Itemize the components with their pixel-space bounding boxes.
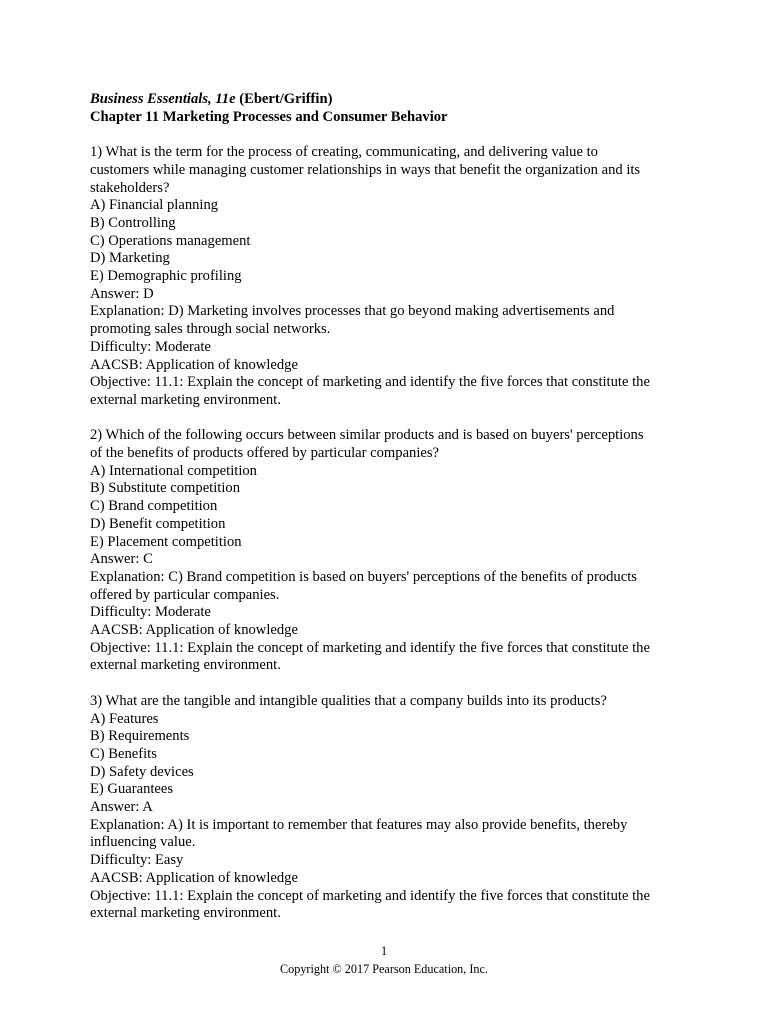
explanation-text: Explanation: A) It is important to remember that features may also provide benefits, thereby: [90, 816, 628, 833]
answer-option: C) Operations management: [90, 232, 251, 249]
objective-text: external marketing environment.: [90, 657, 281, 674]
objective-text: Objective: 11.1: Explain the concept of marketing and identify the five forces that constitute the: [90, 887, 650, 904]
answer-option: D) Benefit competition: [90, 515, 226, 532]
question-list: [90, 144, 690, 923]
explanation-text: offered by particular companies.: [90, 586, 280, 603]
answer-option: A) Features: [90, 710, 159, 727]
book-title: Business Essentials, 11e: [90, 91, 236, 107]
answer-option: A) Financial planning: [90, 197, 219, 214]
question-text: 2) Which of the following occurs between similar products and is based on buyers' perceptions: [90, 427, 644, 444]
answer-option: E) Guarantees: [90, 781, 174, 798]
explanation-text: Explanation: C) Brand competition is based on buyers' perceptions of the benefits of products: [90, 568, 637, 585]
question-block: [90, 144, 690, 410]
answer-key: Answer: C: [90, 551, 153, 568]
question-text: 3) What are the tangible and intangible qualities that a company builds into its products?: [90, 692, 607, 709]
answer-option: E) Demographic profiling: [90, 268, 242, 285]
answer-option: B) Controlling: [90, 214, 176, 231]
explanation-text: promoting sales through social networks.: [90, 321, 331, 338]
document-page: [90, 91, 690, 923]
chapter-title: Chapter 11 Marketing Processes and Consumer Behavior: [90, 108, 448, 125]
spacer: [90, 410, 690, 428]
objective-text: Objective: 11.1: Explain the concept of marketing and identify the five forces that constitute the: [90, 639, 650, 656]
answer-option: B) Requirements: [90, 728, 190, 745]
spacer: [90, 126, 690, 144]
question-text: customers while managing customer relationships in ways that benefit the organization and its: [90, 161, 641, 178]
answer-key: Answer: D: [90, 285, 154, 302]
question-text: stakeholders?: [90, 179, 170, 196]
answer-option: C) Benefits: [90, 745, 157, 762]
explanation-text: influencing value.: [90, 834, 196, 851]
answer-option: E) Placement competition: [90, 533, 242, 550]
question-text: 1) What is the term for the process of creating, communicating, and delivering value to: [90, 144, 598, 161]
explanation-text: Explanation: D) Marketing involves processes that go beyond making advertisements and: [90, 303, 615, 320]
answer-key: Answer: A: [90, 799, 153, 816]
question-block: [90, 427, 690, 675]
answer-option: C) Brand competition: [90, 498, 218, 515]
answer-option: B) Substitute competition: [90, 480, 240, 497]
objective-text: external marketing environment.: [90, 905, 281, 922]
question-block: [90, 693, 690, 923]
answer-option: D) Safety devices: [90, 763, 194, 780]
difficulty-label: Difficulty: Easy: [90, 852, 184, 869]
book-authors: (Ebert/Griffin): [235, 91, 333, 107]
answer-option: A) International competition: [90, 462, 257, 479]
book-title-line: [90, 91, 690, 109]
page-number: 1: [380, 944, 388, 958]
difficulty-label: Difficulty: Moderate: [90, 604, 211, 621]
aacsb-label: AACSB: Application of knowledge: [90, 622, 298, 639]
copyright-notice: Copyright © 2017 Pearson Education, Inc.: [280, 962, 488, 976]
objective-text: external marketing environment.: [90, 391, 281, 408]
spacer: [90, 675, 690, 693]
aacsb-label: AACSB: Application of knowledge: [90, 356, 298, 373]
difficulty-label: Difficulty: Moderate: [90, 338, 211, 355]
question-text: of the benefits of products offered by particular companies?: [90, 445, 440, 462]
objective-text: Objective: 11.1: Explain the concept of marketing and identify the five forces that constitute the: [90, 374, 650, 391]
aacsb-label: AACSB: Application of knowledge: [90, 869, 298, 886]
answer-option: D) Marketing: [90, 250, 170, 267]
